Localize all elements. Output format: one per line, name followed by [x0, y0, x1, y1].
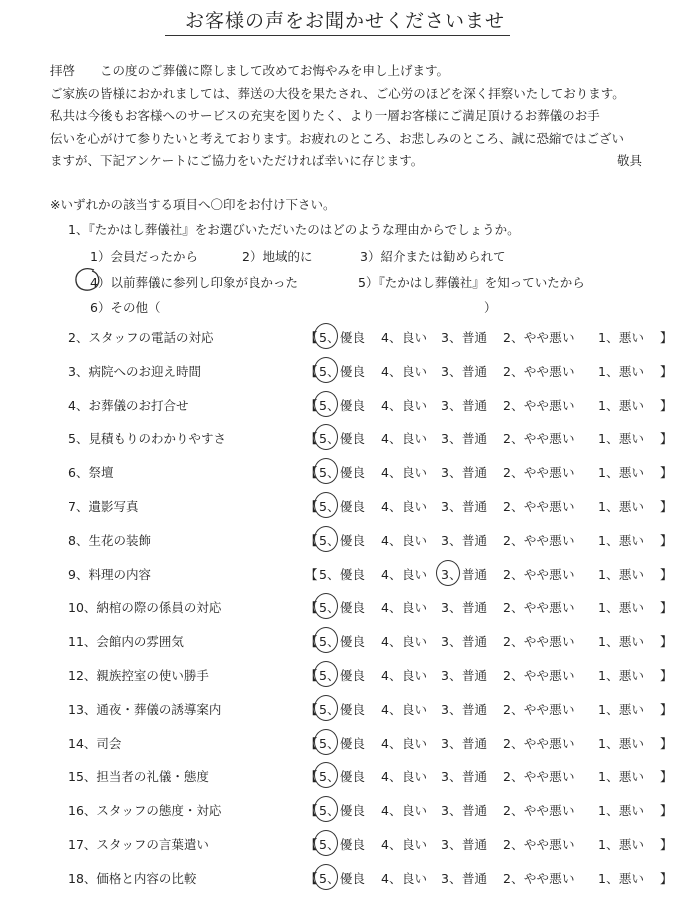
scale-bracket: 】 [660, 702, 673, 717]
rating-option-2[interactable]: 2、やや悪い [503, 330, 575, 345]
rating-option-4[interactable]: 4、良い [381, 465, 428, 480]
answer-circle [436, 560, 460, 586]
rating-option-2[interactable]: 2、やや悪い [503, 533, 575, 548]
scale-bracket: 【 [305, 431, 318, 446]
scale-bracket: 【 [305, 499, 318, 514]
rating-option-3[interactable]: 3、普通 [441, 600, 488, 615]
rating-option-2[interactable]: 2、やや悪い [503, 634, 575, 649]
rating-option-3[interactable]: 3、普通 [441, 499, 488, 514]
answer-circle [314, 323, 338, 349]
scale-bracket: 【 [305, 567, 318, 582]
rating-option-5[interactable]: 5、優良 [319, 769, 366, 784]
question-label: 12、親族控室の使い勝手 [68, 668, 209, 683]
answer-circle [314, 695, 338, 721]
rating-option-1[interactable]: 1、悪い [598, 769, 645, 784]
rating-option-1[interactable]: 1、悪い [598, 398, 645, 413]
rating-option-4[interactable]: 4、良い [381, 364, 428, 379]
rating-option-1[interactable]: 1、悪い [598, 330, 645, 345]
rating-option-4[interactable]: 4、良い [381, 533, 428, 548]
question-label: 17、スタッフの言葉遣い [68, 837, 209, 852]
scale-bracket: 】 [660, 431, 673, 446]
scale-bracket: 】 [660, 803, 673, 818]
rating-option-1[interactable]: 1、悪い [598, 465, 645, 480]
survey-title: お客様の声をお聞かせくださいませ [185, 10, 506, 32]
rating-option-4[interactable]: 4、良い [381, 600, 428, 615]
question-label: 14、司会 [68, 736, 122, 751]
rating-scale [305, 835, 674, 853]
question-label: 5、見積もりのわかりやすさ [68, 431, 226, 446]
answer-circle [314, 424, 338, 450]
rating-option-2[interactable]: 2、やや悪い [503, 398, 575, 413]
rating-option-1[interactable]: 1、悪い [598, 431, 645, 446]
answer-circle [314, 526, 338, 552]
rating-option-5[interactable]: 5、優良 [319, 364, 366, 379]
rating-option-4[interactable]: 4、良い [381, 499, 428, 514]
rating-option-2[interactable]: 2、やや悪い [503, 465, 575, 480]
rating-scale [305, 429, 674, 447]
rating-option-5[interactable]: 5、優良 [319, 499, 366, 514]
rating-option-3[interactable]: 3、普通 [441, 330, 488, 345]
rating-option-3[interactable]: 3、普通 [441, 736, 488, 751]
scale-bracket: 】 [660, 837, 673, 852]
rating-option-2[interactable]: 2、やや悪い [503, 736, 575, 751]
scale-bracket: 【 [305, 803, 318, 818]
answer-circle [314, 593, 338, 619]
question-label: 15、担当者の礼儀・態度 [68, 769, 209, 784]
question-label: 8、生花の装飾 [68, 533, 151, 548]
rating-option-4[interactable]: 4、良い [381, 330, 428, 345]
title-underline [165, 35, 510, 36]
q1-option-6-close: ） [484, 300, 497, 315]
question-label: 9、料理の内容 [68, 567, 151, 582]
answer-circle [314, 729, 338, 755]
rating-option-2[interactable]: 2、やや悪い [503, 499, 575, 514]
scale-bracket: 【 [305, 736, 318, 751]
q1-option-6[interactable]: 6）その他（ [90, 300, 161, 315]
greeting-last-line [50, 150, 642, 173]
scale-bracket: 】 [660, 364, 673, 379]
question-1-text: 1、『たかはし葬儀社』をお選びいただいたのはどのような理由からでしょうか。 [68, 222, 520, 237]
rating-option-3[interactable]: 3、普通 [441, 431, 488, 446]
rating-scale [305, 565, 674, 583]
question-label: 13、通夜・葬儀の誘導案内 [68, 702, 222, 717]
rating-option-5[interactable]: 5、優良 [319, 398, 366, 413]
rating-option-4[interactable]: 4、良い [381, 871, 428, 886]
rating-option-5[interactable]: 5、優良 [319, 803, 366, 818]
rating-option-1[interactable]: 1、悪い [598, 702, 645, 717]
rating-scale [305, 734, 674, 752]
rating-option-1[interactable]: 1、悪い [598, 499, 645, 514]
question-label: 11、会館内の雰囲気 [68, 634, 184, 649]
rating-scale [305, 396, 674, 414]
greeting-line: ご家族の皆様におかれましては、葬送の大役を果たされ、ご心労のほどを深く拝察いたしております。 [50, 85, 625, 101]
rating-option-3[interactable]: 3、普通 [441, 769, 488, 784]
scale-bracket: 【 [305, 330, 318, 345]
rating-option-3[interactable]: 3、普通 [441, 634, 488, 649]
rating-scale [305, 767, 674, 785]
rating-scale [305, 328, 674, 346]
scale-bracket: 】 [660, 668, 673, 683]
q1-option-4[interactable]: 4）以前葬儀に参列し印象が良かった [90, 275, 298, 290]
question-label: 10、納棺の際の係員の対応 [68, 600, 222, 615]
scale-bracket: 【 [305, 837, 318, 852]
rating-option-5[interactable]: 5、優良 [319, 634, 366, 649]
rating-option-4[interactable]: 4、良い [381, 567, 428, 582]
greeting-paragraph [50, 60, 642, 173]
rating-option-5[interactable]: 5、優良 [319, 465, 366, 480]
answer-circle [314, 762, 338, 788]
scale-bracket: 【 [305, 600, 318, 615]
answer-circle [314, 357, 338, 383]
scale-bracket: 【 [305, 668, 318, 683]
question-label: 6、祭壇 [68, 465, 114, 480]
rating-scale [305, 801, 674, 819]
rating-option-1[interactable]: 1、悪い [598, 600, 645, 615]
question-label: 18、価格と内容の比較 [68, 871, 197, 886]
rating-option-4[interactable]: 4、良い [381, 668, 428, 683]
scale-bracket: 】 [660, 600, 673, 615]
rating-option-5[interactable]: 5、優良 [319, 533, 366, 548]
rating-option-5[interactable]: 5、優良 [319, 668, 366, 683]
rating-option-3[interactable]: 3、普通 [441, 702, 488, 717]
rating-scale [305, 531, 674, 549]
scale-bracket: 】 [660, 465, 673, 480]
answer-circle [314, 492, 338, 518]
scale-bracket: 】 [660, 533, 673, 548]
scale-bracket: 】 [660, 736, 673, 751]
answer-circle [314, 796, 338, 822]
scale-bracket: 】 [660, 567, 673, 582]
rating-option-5[interactable]: 5、優良 [319, 736, 366, 751]
rating-option-3[interactable]: 3、普通 [441, 533, 488, 548]
answer-circle [314, 458, 338, 484]
answer-circle [314, 661, 338, 687]
rating-option-3[interactable]: 3、普通 [441, 871, 488, 886]
scale-bracket: 【 [305, 871, 318, 886]
rating-scale [305, 666, 674, 684]
scale-bracket: 【 [305, 769, 318, 784]
rating-option-2[interactable]: 2、やや悪い [503, 668, 575, 683]
rating-option-2[interactable]: 2、やや悪い [503, 769, 575, 784]
rating-option-1[interactable]: 1、悪い [598, 736, 645, 751]
rating-scale [305, 700, 674, 718]
q1-option-2[interactable]: 2）地域的に [242, 249, 313, 264]
scale-bracket: 】 [660, 871, 673, 886]
scale-bracket: 【 [305, 398, 318, 413]
rating-option-3[interactable]: 3、普通 [441, 668, 488, 683]
rating-option-1[interactable]: 1、悪い [598, 533, 645, 548]
rating-option-4[interactable]: 4、良い [381, 431, 428, 446]
q1-option-3[interactable]: 3）紹介または勧められて [360, 249, 506, 264]
scale-bracket: 【 [305, 364, 318, 379]
rating-option-4[interactable]: 4、良い [381, 769, 428, 784]
rating-option-5[interactable]: 5、優良 [319, 431, 366, 446]
rating-scale [305, 497, 674, 515]
question-label: 4、お葬儀のお打合せ [68, 398, 189, 413]
greeting-line: 拝啓 この度のご葬儀に際しまして改めてお悔やみを申し上げます。 [50, 63, 450, 78]
scale-bracket: 【 [305, 634, 318, 649]
rating-option-3[interactable]: 3、普通 [441, 837, 488, 852]
greeting-line: 私共は今後もお客様へのサービスの充実を図りたく、より一層お客様にご満足頂けるお葬儀のお手 [50, 108, 600, 123]
rating-option-5[interactable]: 5、優良 [319, 702, 366, 717]
scale-bracket: 【 [305, 702, 318, 717]
answer-circle [314, 391, 338, 417]
rating-option-3[interactable]: 3、普通 [441, 465, 488, 480]
rating-option-1[interactable]: 1、悪い [598, 837, 645, 852]
rating-option-5[interactable]: 5、優良 [319, 330, 366, 345]
rating-option-5[interactable]: 5、優良 [319, 837, 366, 852]
scale-bracket: 【 [305, 533, 318, 548]
rating-option-2[interactable]: 2、やや悪い [503, 364, 575, 379]
rating-option-2[interactable]: 2、やや悪い [503, 567, 575, 582]
rating-scale [305, 362, 674, 380]
rating-option-2[interactable]: 2、やや悪い [503, 803, 575, 818]
scale-bracket: 【 [305, 465, 318, 480]
question-label: 16、スタッフの態度・対応 [68, 803, 222, 818]
rating-scale [305, 632, 674, 650]
rating-option-5[interactable]: 5、優良 [319, 567, 366, 582]
rating-option-1[interactable]: 1、悪い [598, 634, 645, 649]
question-label: 2、スタッフの電話の対応 [68, 330, 214, 345]
greeting-line: 伝いを心がけて参りたいと考えております。お疲れのところ、お悲しみのところ、誠に恐縮ではござい [50, 130, 625, 146]
question-label: 3、病院へのお迎え時間 [68, 364, 201, 379]
rating-option-1[interactable]: 1、悪い [598, 567, 645, 582]
rating-option-3[interactable]: 3、普通 [441, 567, 488, 582]
rating-option-4[interactable]: 4、良い [381, 736, 428, 751]
rating-option-3[interactable]: 3、普通 [441, 803, 488, 818]
closing-word: 敬具 [616, 153, 642, 168]
rating-option-3[interactable]: 3、普通 [441, 364, 488, 379]
rating-scale [305, 598, 674, 616]
answer-circle [314, 830, 338, 856]
rating-option-5[interactable]: 5、優良 [319, 600, 366, 615]
rating-option-3[interactable]: 3、普通 [441, 398, 488, 413]
rating-option-2[interactable]: 2、やや悪い [503, 871, 575, 886]
question-label: 7、遺影写真 [68, 499, 139, 514]
answer-circle [314, 627, 338, 653]
scale-bracket: 】 [660, 769, 673, 784]
rating-option-4[interactable]: 4、良い [381, 398, 428, 413]
q1-option-5[interactable]: 5）『たかはし葬儀社』を知っていたから [358, 275, 585, 290]
rating-option-1[interactable]: 1、悪い [598, 364, 645, 379]
rating-option-2[interactable]: 2、やや悪い [503, 431, 575, 446]
rating-option-4[interactable]: 4、良い [381, 803, 428, 818]
q1-option-1[interactable]: 1）会員だったから [90, 249, 198, 264]
rating-option-5[interactable]: 5、優良 [319, 871, 366, 886]
rating-option-2[interactable]: 2、やや悪い [503, 600, 575, 615]
scale-bracket: 】 [660, 330, 673, 345]
rating-option-1[interactable]: 1、悪い [598, 668, 645, 683]
scale-bracket: 】 [660, 634, 673, 649]
scale-bracket: 】 [660, 398, 673, 413]
scale-bracket: 】 [660, 499, 673, 514]
rating-option-2[interactable]: 2、やや悪い [503, 837, 575, 852]
rating-option-1[interactable]: 1、悪い [598, 803, 645, 818]
rating-option-4[interactable]: 4、良い [381, 837, 428, 852]
rating-scale [305, 869, 674, 887]
rating-option-4[interactable]: 4、良い [381, 634, 428, 649]
instruction-text: ※いずれかの該当する項目へ〇印をお付け下さい。 [50, 197, 336, 212]
rating-option-1[interactable]: 1、悪い [598, 871, 645, 886]
rating-scale [305, 463, 674, 481]
rating-option-2[interactable]: 2、やや悪い [503, 702, 575, 717]
answer-circle [314, 864, 338, 890]
greeting-line: ますが、下記アンケートにご協力をいただければ幸いに存じます。 [50, 153, 424, 168]
rating-option-4[interactable]: 4、良い [381, 702, 428, 717]
